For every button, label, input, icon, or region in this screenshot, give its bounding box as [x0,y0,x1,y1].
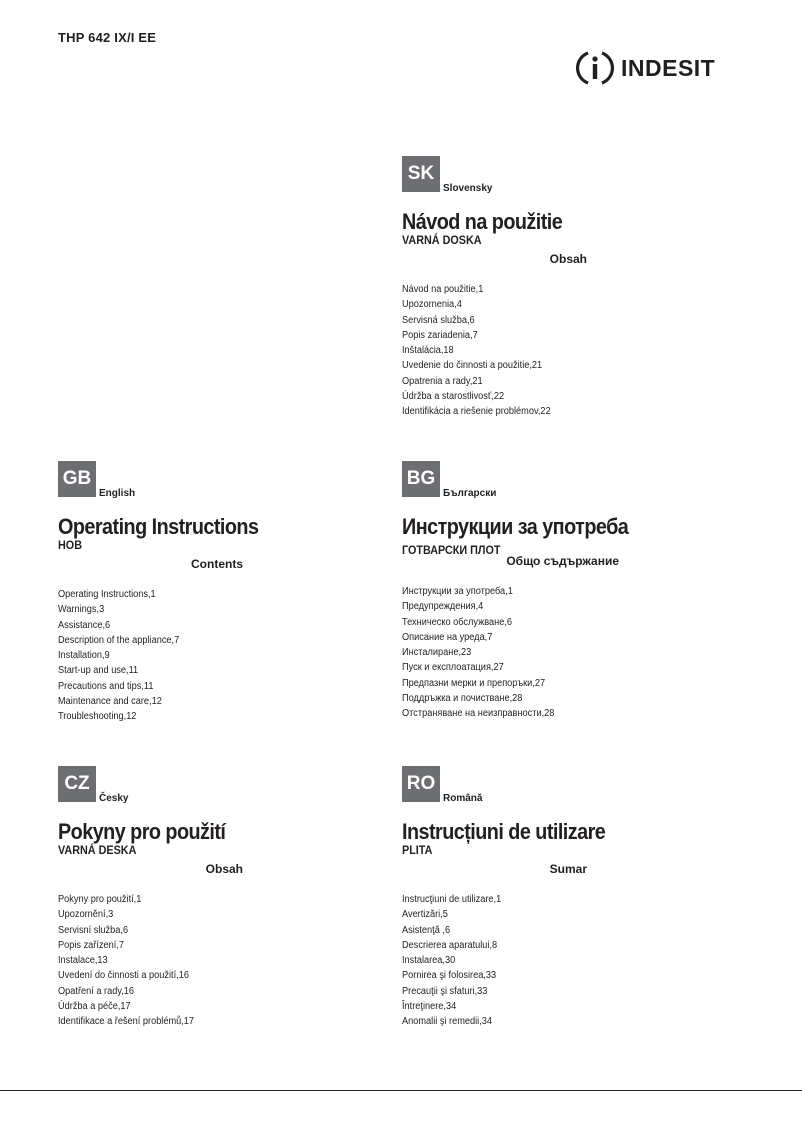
toc-item: Identifikace a řešení problémů,17 [58,1016,195,1028]
language-badge-ro: RO [402,766,440,802]
section-ro [402,766,702,1030]
toc-item: Opatrenia a rady,21 [402,375,483,387]
toc-item: Инсталиране,23 [402,647,472,659]
toc-item: Пуск и експлоатация,27 [402,662,504,674]
language-badge-gb: GB [58,461,96,497]
toc-list-cz [58,892,358,1030]
toc-item: Инструкции за употреба,1 [402,586,513,597]
contents-label-ro: Sumar [549,862,587,876]
toc-item: Operating Instructions,1 [58,589,156,600]
toc-item: Instalace,13 [58,955,108,967]
language-badge-sk: SK [402,156,440,192]
section-title-cz: Pokyny pro použití [58,819,226,844]
toc-item: Návod na použitie,1 [402,284,484,295]
toc-item: Troubleshooting,12 [58,711,137,723]
toc-item: Popis zariadenia,7 [402,329,478,341]
toc-item: Assistance,6 [58,619,111,631]
indesit-logo-icon [575,48,615,88]
toc-item: Servisní služba,6 [58,924,129,936]
toc-item: Upozornění,3 [58,909,114,921]
toc-item: Installation,9 [58,650,110,662]
toc-item: Instalarea,30 [402,955,456,967]
contents-label-cz: Obsah [205,862,243,876]
language-name-bg: Български [443,488,497,499]
toc-item: Precautions and tips,11 [58,680,154,692]
toc-item: Отстраняване на неизправности,28 [402,708,555,720]
toc-item: Avertizări,5 [402,909,448,921]
section-subtitle-sk: VARNÁ DOSKA [402,233,482,247]
section-subtitle-cz: VARNÁ DESKA [58,843,137,857]
toc-item: Описание на уреда,7 [402,631,493,643]
section-subtitle-bg: ГОТВАРСКИ ПЛОТ [402,543,501,557]
language-name-ro: Română [443,793,483,804]
toc-item: Uvedení do činnosti a použití,16 [58,970,189,982]
toc-item: Maintenance and care,12 [58,696,162,708]
toc-item: Asistenţă ,6 [402,924,451,936]
toc-item: Servisná služba,6 [402,314,475,326]
toc-item: Popis zařízení,7 [58,939,124,951]
toc-item: Identifikácia a riešenie problémov,22 [402,406,551,418]
toc-item: Anomalii şi remedii,34 [402,1016,493,1028]
toc-item: Pokyny pro použití,1 [58,894,142,905]
section-subtitle-gb: HOB [58,538,83,552]
section-cz [58,766,358,1030]
indesit-logo [575,47,735,89]
brand-name: INDESIT [621,54,716,81]
section-sk [402,156,702,420]
toc-item: Uvedenie do činnosti a použitie,21 [402,360,543,372]
toc-item: Поддръжка и почистване,28 [402,693,523,705]
section-bg [402,461,702,722]
toc-item: Upozornenia,4 [402,299,462,311]
section-title-bg: Инструкции за употреба [402,514,629,539]
contents-label-gb: Contents [191,557,243,571]
toc-item: Opatření a rady,16 [58,985,135,997]
toc-item: Inštalácia,18 [402,345,454,357]
bottom-divider [0,1090,802,1091]
contents-label-sk: Obsah [549,252,587,266]
toc-list-sk [402,282,702,420]
toc-item: Start-up and use,11 [58,665,139,677]
toc-list-bg [402,584,702,722]
section-gb [58,461,358,725]
language-name-gb: English [99,488,136,499]
language-name-cz: Česky [99,793,129,804]
language-badge-cz: CZ [58,766,96,802]
toc-item: Warnings,3 [58,604,105,616]
toc-item: Údržba a péče,17 [58,1001,131,1013]
section-title-ro: Instrucțiuni de utilizare [402,819,606,844]
toc-item: Предупреждения,4 [402,601,484,613]
toc-list-ro [402,892,702,1030]
toc-item: Техническо обслужване,6 [402,616,513,628]
toc-item: Descrierea aparatului,8 [402,939,498,951]
toc-item: Предпазни мерки и препоръки,27 [402,677,546,689]
toc-item: Description of the appliance,7 [58,634,180,646]
toc-item: Údržba a starostlivosť,22 [402,391,505,403]
language-badge-bg: BG [402,461,440,497]
language-name-sk: Slovensky [443,183,493,194]
section-subtitle-ro: PLITA [402,843,433,857]
toc-item: Instrucţiuni de utilizare,1 [402,894,502,905]
toc-item: Precauţii şi sfaturi,33 [402,985,488,997]
section-title-gb: Operating Instructions [58,514,259,539]
toc-item: Pornirea şi folosirea,33 [402,970,497,982]
section-title-sk: Návod na použitie [402,209,563,234]
model-number: THP 642 IX/I EE [58,30,157,45]
contents-label-bg: Общо съдържание [506,554,619,568]
toc-list-gb [58,587,358,725]
toc-item: Întreţinere,34 [402,1001,457,1013]
